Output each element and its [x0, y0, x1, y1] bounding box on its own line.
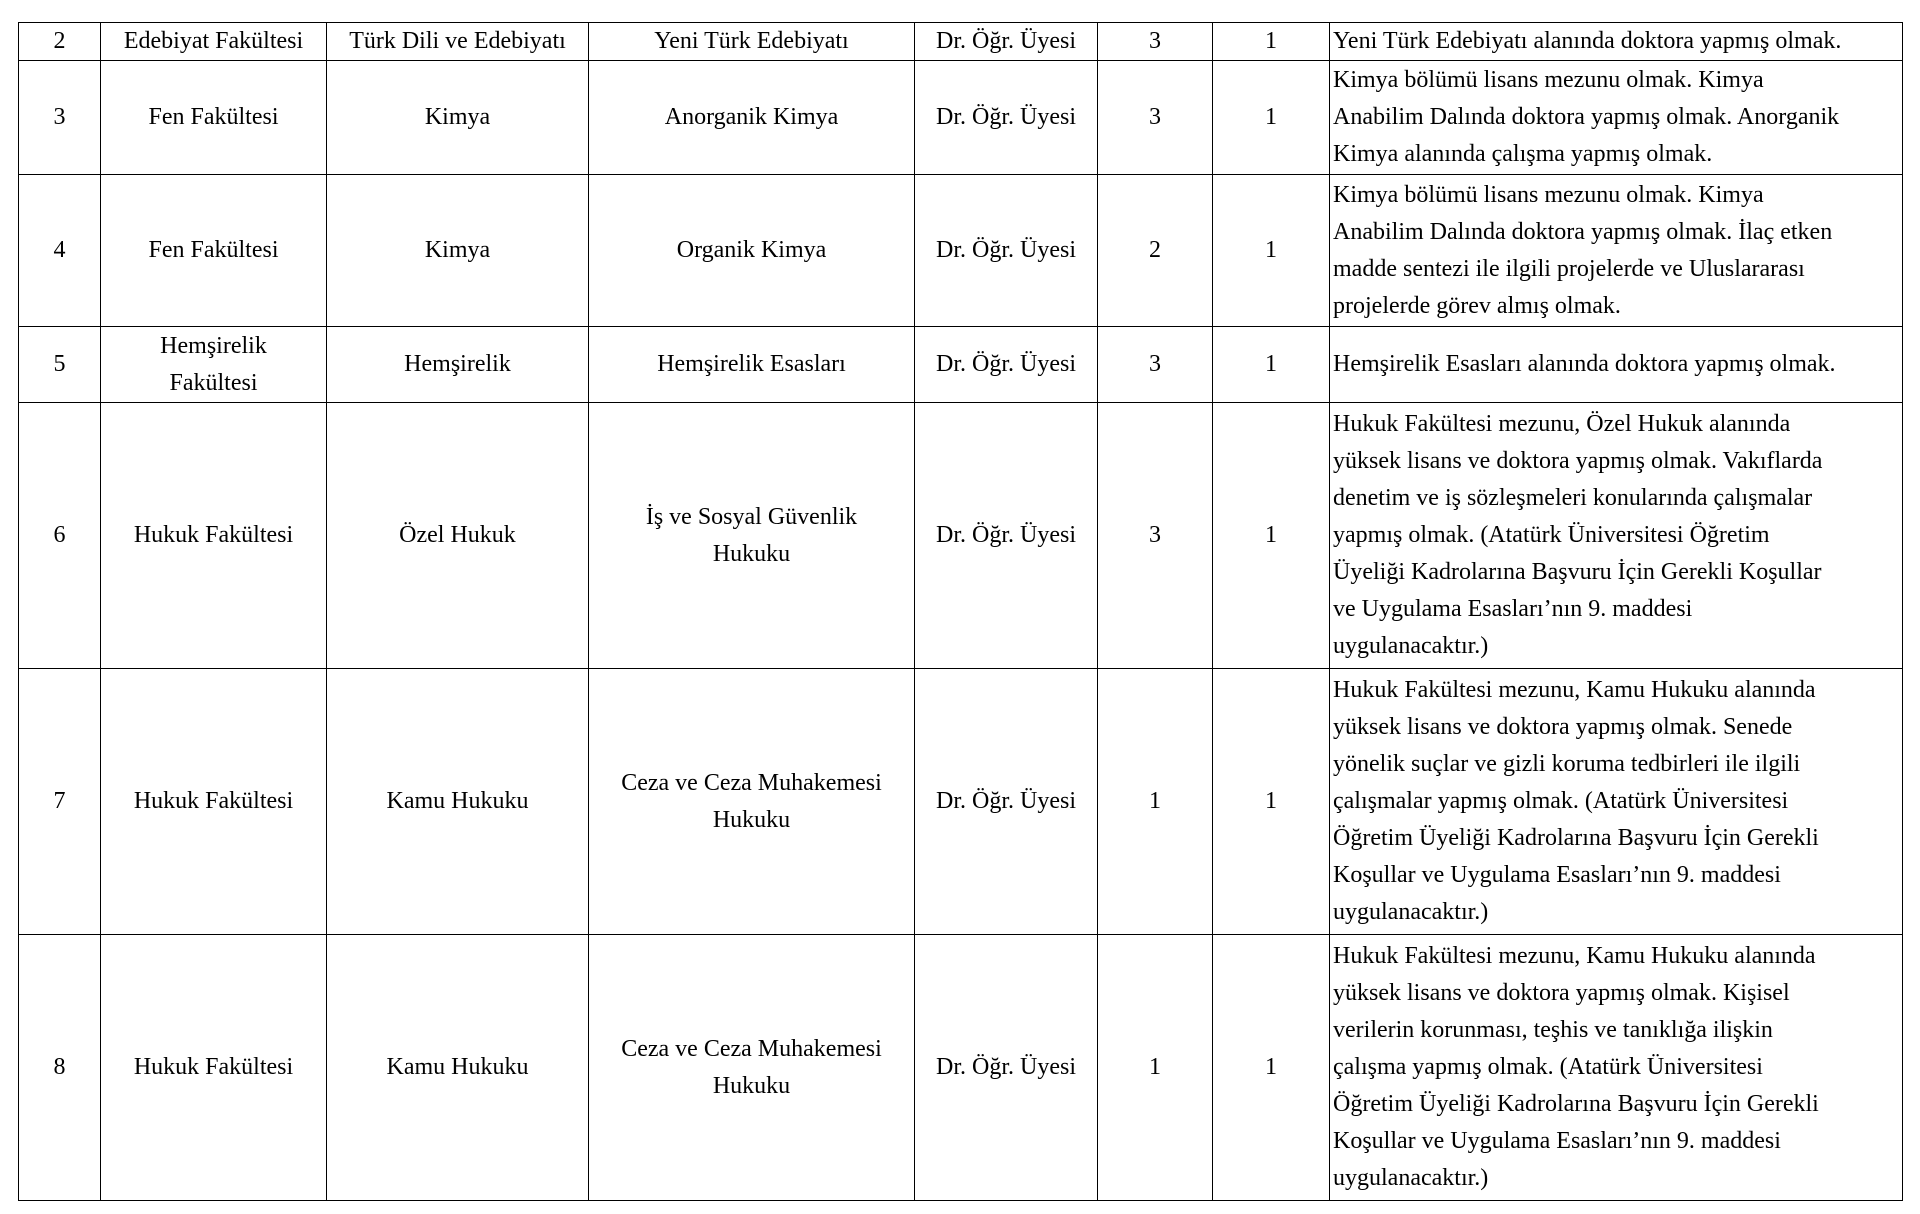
- department-cell: Kamu Hukuku: [327, 935, 589, 1201]
- division-cell: Hemşirelik Esasları: [589, 327, 915, 403]
- degree-cell: 2: [1098, 175, 1213, 327]
- requirement-cell: Yeni Türk Edebiyatı alanında doktora yapmış olmak.: [1330, 23, 1903, 61]
- count-cell: 1: [1213, 175, 1330, 327]
- faculty-cell: Edebiyat Fakültesi: [101, 23, 327, 61]
- title-cell: Dr. Öğr. Üyesi: [915, 327, 1098, 403]
- department-cell: Hemşirelik: [327, 327, 589, 403]
- requirement-cell: Hukuk Fakültesi mezunu, Özel Hukuk alanında yüksek lisans ve doktora yapmış olmak. Vakıflarda denetim ve iş sözleşmeleri konularında çalışmalar yapmış olmak. (Atatürk Üniversitesi Öğretim Üyeliği Kadrolarına Başvuru İçin Gerekli Koşullar ve Uygulama Esasları’nın 9. maddesi uygulanacaktır.): [1330, 403, 1903, 669]
- requirement-cell: Hemşirelik Esasları alanında doktora yapmış olmak.: [1330, 327, 1903, 403]
- row-number-cell: 4: [19, 175, 101, 327]
- table-row: [19, 669, 1903, 935]
- division-cell: Ceza ve Ceza Muhakemesi Hukuku: [589, 935, 915, 1201]
- degree-cell: 1: [1098, 669, 1213, 935]
- count-cell: 1: [1213, 935, 1330, 1201]
- title-cell: Dr. Öğr. Üyesi: [915, 669, 1098, 935]
- department-cell: Kimya: [327, 61, 589, 175]
- count-cell: 1: [1213, 23, 1330, 61]
- row-number-cell: 7: [19, 669, 101, 935]
- table-row: [19, 935, 1903, 1201]
- requirement-cell: Hukuk Fakültesi mezunu, Kamu Hukuku alanında yüksek lisans ve doktora yapmış olmak. Senede yönelik suçlar ve gizli koruma tedbirleri ile ilgili çalışmalar yapmış olmak. (Atatürk Üniversitesi Öğretim Üyeliği Kadrolarına Başvuru İçin Gerekli Koşullar ve Uygulama Esasları’nın 9. maddesi uygulanacaktır.): [1330, 669, 1903, 935]
- department-cell: Özel Hukuk: [327, 403, 589, 669]
- table-row: [19, 175, 1903, 327]
- positions-table: [18, 22, 1903, 1201]
- table-row: [19, 61, 1903, 175]
- row-number-cell: 2: [19, 23, 101, 61]
- row-number-cell: 8: [19, 935, 101, 1201]
- division-cell: Yeni Türk Edebiyatı: [589, 23, 915, 61]
- row-number-cell: 3: [19, 61, 101, 175]
- title-cell: Dr. Öğr. Üyesi: [915, 403, 1098, 669]
- division-cell: İş ve Sosyal Güvenlik Hukuku: [589, 403, 915, 669]
- division-cell: Anorganik Kimya: [589, 61, 915, 175]
- faculty-cell: Hukuk Fakültesi: [101, 669, 327, 935]
- degree-cell: 1: [1098, 935, 1213, 1201]
- table-body: [19, 23, 1903, 1201]
- title-cell: Dr. Öğr. Üyesi: [915, 175, 1098, 327]
- row-number-cell: 6: [19, 403, 101, 669]
- table-row: [19, 403, 1903, 669]
- faculty-cell: Fen Fakültesi: [101, 61, 327, 175]
- count-cell: 1: [1213, 403, 1330, 669]
- table-row: [19, 23, 1903, 61]
- degree-cell: 3: [1098, 23, 1213, 61]
- title-cell: Dr. Öğr. Üyesi: [915, 61, 1098, 175]
- division-cell: Organik Kimya: [589, 175, 915, 327]
- requirement-cell: Hukuk Fakültesi mezunu, Kamu Hukuku alanında yüksek lisans ve doktora yapmış olmak. Kişisel verilerin korunması, teşhis ve tanıklığa ilişkin çalışma yapmış olmak. (Atatürk Üniversitesi Öğretim Üyeliği Kadrolarına Başvuru İçin Gerekli Koşullar ve Uygulama Esasları’nın 9. maddesi uygulanacaktır.): [1330, 935, 1903, 1201]
- count-cell: 1: [1213, 327, 1330, 403]
- table-row: [19, 327, 1903, 403]
- degree-cell: 3: [1098, 403, 1213, 669]
- title-cell: Dr. Öğr. Üyesi: [915, 23, 1098, 61]
- faculty-cell: Hukuk Fakültesi: [101, 935, 327, 1201]
- degree-cell: 3: [1098, 327, 1213, 403]
- title-cell: Dr. Öğr. Üyesi: [915, 935, 1098, 1201]
- count-cell: 1: [1213, 61, 1330, 175]
- requirement-cell: Kimya bölümü lisans mezunu olmak. Kimya Anabilim Dalında doktora yapmış olmak. Anorganik Kimya alanında çalışma yapmış olmak.: [1330, 61, 1903, 175]
- faculty-cell: Hemşirelik Fakültesi: [101, 327, 327, 403]
- faculty-cell: Hukuk Fakültesi: [101, 403, 327, 669]
- faculty-cell: Fen Fakültesi: [101, 175, 327, 327]
- requirement-cell: Kimya bölümü lisans mezunu olmak. Kimya Anabilim Dalında doktora yapmış olmak. İlaç etken madde sentezi ile ilgili projelerde ve Uluslararası projelerde görev almış olmak.: [1330, 175, 1903, 327]
- department-cell: Kamu Hukuku: [327, 669, 589, 935]
- department-cell: Türk Dili ve Edebiyatı: [327, 23, 589, 61]
- department-cell: Kimya: [327, 175, 589, 327]
- count-cell: 1: [1213, 669, 1330, 935]
- degree-cell: 3: [1098, 61, 1213, 175]
- division-cell: Ceza ve Ceza Muhakemesi Hukuku: [589, 669, 915, 935]
- row-number-cell: 5: [19, 327, 101, 403]
